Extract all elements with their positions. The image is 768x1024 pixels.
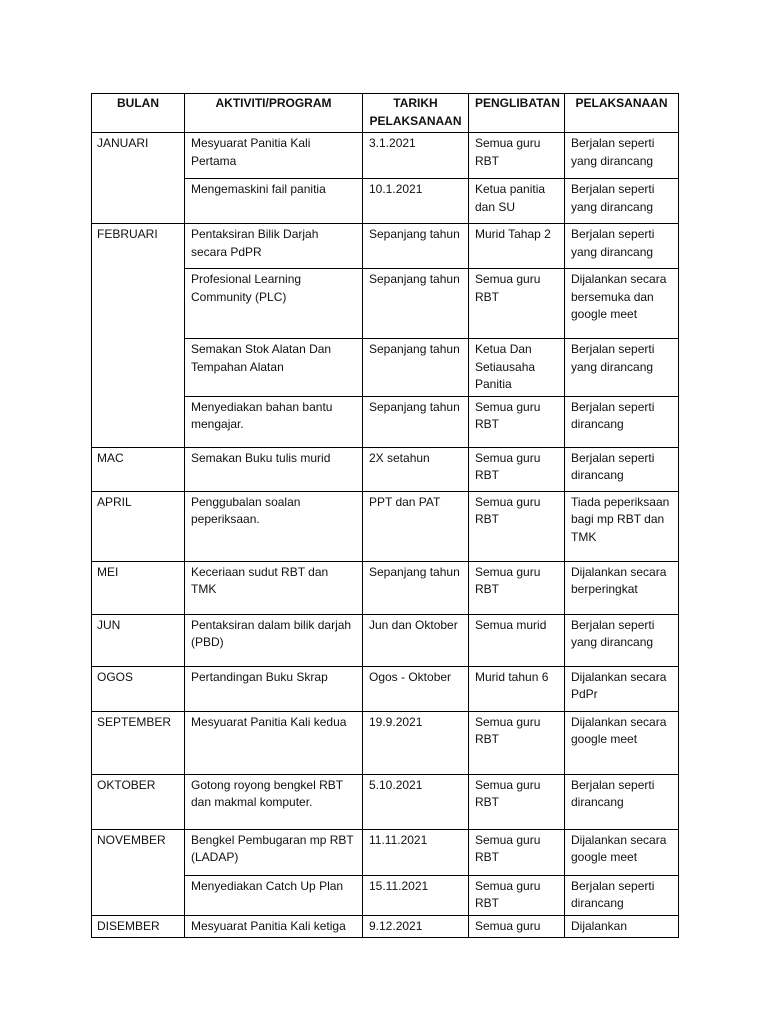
table-row [92, 447, 679, 491]
cell-tarikh: 11.11.2021 [363, 829, 469, 875]
cell-penglibatan: Semua guru RBT [469, 133, 565, 179]
cell-aktiviti: Menyediakan Catch Up Plan [185, 875, 363, 915]
cell-aktiviti: Mesyuarat Panitia Kali kedua [185, 711, 363, 774]
table-row [92, 666, 679, 711]
cell-tarikh: PPT dan PAT [363, 491, 469, 561]
cell-pelaksanaan: Dijalankan secara google meet [565, 829, 679, 875]
cell-pelaksanaan: Dijalankan secara bersemuka dan google meet [565, 269, 679, 339]
cell-bulan: DISEMBER [92, 915, 185, 938]
cell-penglibatan: Semua guru RBT [469, 774, 565, 829]
table-body [92, 133, 679, 938]
header-pelaksanaan: PELAKSANAAN [565, 94, 679, 133]
cell-pelaksanaan: Tiada peperiksaan bagi mp RBT dan TMK [565, 491, 679, 561]
cell-penglibatan: Semua guru RBT [469, 561, 565, 614]
cell-bulan: JANUARI [92, 133, 185, 224]
cell-pelaksanaan: Dijalankan secara berperingkat [565, 561, 679, 614]
cell-penglibatan: Ketua Dan Setiausaha Panitia [469, 339, 565, 397]
cell-penglibatan: Semua guru RBT [469, 711, 565, 774]
cell-penglibatan: Murid Tahap 2 [469, 224, 565, 269]
cell-bulan: MAC [92, 447, 185, 491]
header-bulan: BULAN [92, 94, 185, 133]
cell-tarikh: Jun dan Oktober [363, 614, 469, 666]
cell-bulan: NOVEMBER [92, 829, 185, 915]
cell-penglibatan: Semua murid [469, 614, 565, 666]
cell-tarikh: Sepanjang tahun [363, 561, 469, 614]
cell-tarikh: Sepanjang tahun [363, 269, 469, 339]
cell-aktiviti: Gotong royong bengkel RBT dan makmal komputer. [185, 774, 363, 829]
cell-aktiviti: Semakan Stok Alatan Dan Tempahan Alatan [185, 339, 363, 397]
cell-tarikh: 10.1.2021 [363, 179, 469, 224]
cell-bulan: OGOS [92, 666, 185, 711]
cell-penglibatan: Semua guru RBT [469, 396, 565, 447]
table-row [92, 491, 679, 561]
cell-tarikh: Sepanjang tahun [363, 396, 469, 447]
cell-bulan: FEBRUARI [92, 224, 185, 448]
cell-tarikh: Ogos - Oktober [363, 666, 469, 711]
cell-pelaksanaan: Berjalan seperti yang dirancang [565, 339, 679, 397]
cell-aktiviti: Keceriaan sudut RBT dan TMK [185, 561, 363, 614]
cell-pelaksanaan: Berjalan seperti dirancang [565, 774, 679, 829]
cell-aktiviti: Pentaksiran Bilik Darjah secara PdPR [185, 224, 363, 269]
table-row [92, 711, 679, 774]
activity-table [91, 93, 679, 938]
cell-tarikh: 9.12.2021 [363, 915, 469, 938]
cell-penglibatan: Semua guru RBT [469, 269, 565, 339]
table-row [92, 614, 679, 666]
cell-pelaksanaan: Berjalan seperti yang dirancang [565, 133, 679, 179]
cell-bulan: APRIL [92, 491, 185, 561]
cell-aktiviti: Penggubalan soalan peperiksaan. [185, 491, 363, 561]
activity-report-sheet [91, 93, 679, 938]
cell-pelaksanaan: Berjalan seperti dirancang [565, 875, 679, 915]
table-row [92, 915, 679, 938]
header-penglibatan: PENGLIBATAN [469, 94, 565, 133]
cell-aktiviti: Mengemaskini fail panitia [185, 179, 363, 224]
cell-pelaksanaan: Dijalankan [565, 915, 679, 938]
cell-tarikh: Sepanjang tahun [363, 224, 469, 269]
cell-aktiviti: Mesyuarat Panitia Kali ketiga [185, 915, 363, 938]
cell-aktiviti: Bengkel Pembugaran mp RBT (LADAP) [185, 829, 363, 875]
cell-aktiviti: Pertandingan Buku Skrap [185, 666, 363, 711]
cell-pelaksanaan: Dijalankan secara google meet [565, 711, 679, 774]
table-row [92, 133, 679, 179]
cell-penglibatan: Semua guru RBT [469, 491, 565, 561]
cell-pelaksanaan: Berjalan seperti yang dirancang [565, 224, 679, 269]
cell-aktiviti: Mesyuarat Panitia Kali Pertama [185, 133, 363, 179]
cell-penglibatan: Semua guru [469, 915, 565, 938]
cell-tarikh: 5.10.2021 [363, 774, 469, 829]
cell-tarikh: Sepanjang tahun [363, 339, 469, 397]
cell-penglibatan: Ketua panitia dan SU [469, 179, 565, 224]
cell-aktiviti: Semakan Buku tulis murid [185, 447, 363, 491]
table-row [92, 774, 679, 829]
cell-bulan: JUN [92, 614, 185, 666]
cell-bulan: SEPTEMBER [92, 711, 185, 774]
cell-penglibatan: Semua guru RBT [469, 875, 565, 915]
cell-pelaksanaan: Berjalan seperti dirancang [565, 396, 679, 447]
cell-pelaksanaan: Dijalankan secara PdPr [565, 666, 679, 711]
table-row [92, 829, 679, 875]
cell-tarikh: 2X setahun [363, 447, 469, 491]
cell-pelaksanaan: Berjalan seperti yang dirancang [565, 179, 679, 224]
cell-penglibatan: Semua guru RBT [469, 447, 565, 491]
cell-aktiviti: Profesional Learning Community (PLC) [185, 269, 363, 339]
cell-tarikh: 3.1.2021 [363, 133, 469, 179]
cell-aktiviti: Menyediakan bahan bantu mengajar. [185, 396, 363, 447]
header-aktiviti: AKTIVITI/PROGRAM [185, 94, 363, 133]
cell-tarikh: 19.9.2021 [363, 711, 469, 774]
table-row [92, 224, 679, 269]
cell-bulan: MEI [92, 561, 185, 614]
cell-penglibatan: Murid tahun 6 [469, 666, 565, 711]
cell-tarikh: 15.11.2021 [363, 875, 469, 915]
cell-aktiviti: Pentaksiran dalam bilik darjah (PBD) [185, 614, 363, 666]
header-tarikh: TARIKH PELAKSANAAN [363, 94, 469, 133]
cell-pelaksanaan: Berjalan seperti dirancang [565, 447, 679, 491]
table-row [92, 561, 679, 614]
cell-pelaksanaan: Berjalan seperti yang dirancang [565, 614, 679, 666]
cell-bulan: OKTOBER [92, 774, 185, 829]
table-header-row [92, 94, 679, 133]
cell-penglibatan: Semua guru RBT [469, 829, 565, 875]
